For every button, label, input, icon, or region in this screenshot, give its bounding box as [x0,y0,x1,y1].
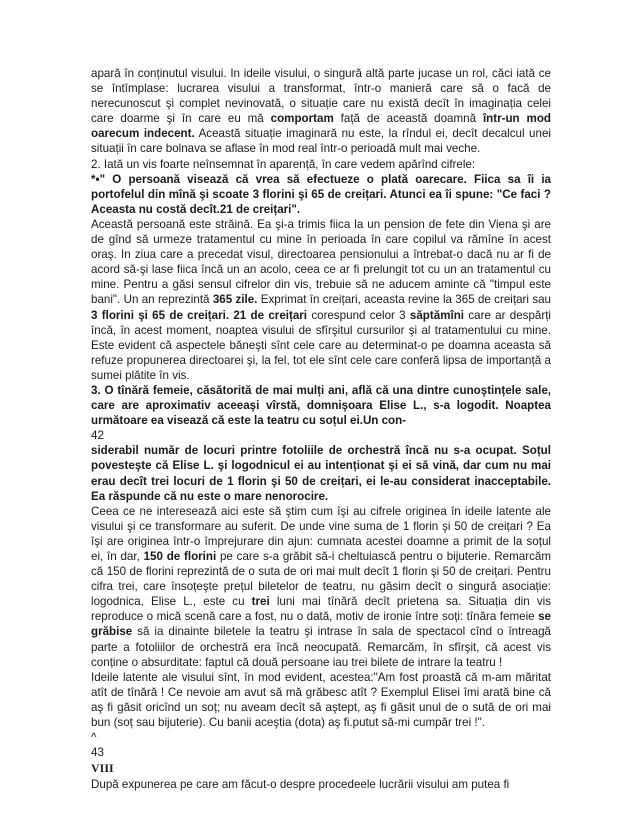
text-run: pe care s-a grăbit să-i cheltuiască pentru o bijuterie. Remarcăm că 150 de florini reprezintă de o suta de ori mai mult decît 1 florin şi 50 de creițari. Pentru cifra trei, care însoțeşte prețul biletelor de teatru, nu găsim decît o singură asociație: logodnica, Elise L., este cu [91,550,551,609]
bold-text-run: comportam [270,112,334,126]
section-heading: VIII [91,761,114,776]
text-run: Ceea ce ne interesează aici este să ştim cum îşi au cifrele originea în ideile latente ale visului şi ce transformare au suferit. De unde vine suma de 1 florin şi 50 de creițari ? Ea îşi are originea într-o împrejurare din ajun: cumnata acestei doamne a primit de la soțul ei, în dar, [91,504,551,563]
paragraph-dream-2-text [91,172,551,217]
paragraph-dream-context [91,66,551,157]
bold-text-run: săptămîni [409,308,465,322]
text-run: Exprimat în creițari, aceasta revine la 365 de creițari sau [257,293,551,307]
text-run: corespund celor 3 [307,308,410,322]
bold-text-run: siderabil număr de locuri printre fotoliile de orchestră încă nu s-a ocupat. Soțul povesteşte că Elise L. şi logodnicul ei au intenționat şi ei să vină, dar cum nu mai erau decît trei locuri de 1 florin şi 50 de creițari, ei le-au considerat inacceptabile. Ea răspunde că nu este o mare nenorocire. [91,444,551,503]
bold-text-run: *•" O persoană visează că vrea să efectueze o plată oarecare. Fiica sa îi ia portofelul din mînă şi scoate 3 florini şi 65 de creițari. Atunci ea îi spune: "Ce faci ? Aceasta nu costă decît.21 de creițari". [91,172,551,216]
paragraph-dream-3-analysis [91,504,551,670]
text-run: să ia dinainte biletele la teatru şi intrase în sala de spectacol cînd o întreagă parte a fotoliilor de orchestră era încă neocupată. Remarcăm, în sfîrşit, că acest vis conține o absurditate: faptul că două persoane iau trei bilete de intrare la teatru ! [91,625,551,669]
paragraph-latent-ideas [91,670,551,730]
text-run: apară în conținutul visului. In ideile visului, o singură altă parte jucase un rol, căci iată ce se întîmplase: lucrarea visului a transformat, într-o manieră care să o facă de nerecunoscut şi complet nevinovată, o situație care nu există decît în imaginația celei care doarme şi în care eu mă [91,67,551,126]
text-run: Ideile latente ale visului sînt, în mod evident, acestea:"Am fost proastă că m-am măritat atît de tînără ! Ce nevoie am avut să mă grăbesc atît ? Exemplul Elisei îmi arată bine că aş fi găsit oricînd un soț; nu aveam decît să aştept, aş fi găsit unul de o sută de ori mai bun (soț sau bijuterie). Cu banii aceştia (dota) aş fi.putut să-mi cumpăr trei !". [91,670,551,730]
bold-text-run: 3. O tînără femeie, căsătorită de mai mulți ani, află că una dintre cunoştințele sale, care are aproximativ aceeaşi vîrstă, domnişoara Elise L., s-a logodit. Noaptea următoare ea visează că este la teatru cu soțul ei.Un con- [91,383,551,428]
page-number: 43 [91,746,104,760]
text-run: Această persoană este străină. Ea şi-a trimis fiica la un pension de fete din Viena şi are de gînd să urmeze tratamentul cu mine în perioada în care copilul va rămîne în acest oraş. In ziua care a precedat visul, directoarea pensionului a întrebat-o dacă nu ar fi de acord să-şi lase fiica încă un an acolo, ceea ce ar fi prelungit tot cu un an tratamentul cu mine. Pentru a găsi sensul cifrelor din vis, trebuie să ne aducem aminte că "timpul este bani". Un an reprezintă [91,217,551,307]
text-run: După expunerea pe care am făcut-o despre procedeele lucrării visului am putea fi [91,778,510,792]
text-run: luni mai tînără decît prietena sa. Situația din vis reproduce o mică scenă care a fost, nu o dată, motiv de ironie între soți: tînăra femeie [91,595,551,624]
bold-text-run: într-un mod oarecum indecent. [91,112,551,141]
text-run: față de această doamnă [333,112,483,126]
caret-mark: ^ [91,731,97,745]
bold-text-run: 150 de florini [143,550,217,563]
text-run: Această situație imaginară nu este, la rîndul ei, decît decalcul unei situații în care bolnava se aflase în mod real într-o perioadă mult mai veche. [91,127,551,156]
bold-text-run: trei [251,595,270,609]
bold-text-run: 365 zile. [212,293,258,307]
document-page [91,66,551,792]
paragraph-section-start [91,777,551,792]
bold-text-run: 3 florini şi 65 de creițari. 21 de creițari [91,308,308,322]
page-number: 42 [91,429,104,443]
paragraph-example-3-intro [91,383,551,428]
bold-text-run: se grăbise [91,610,551,639]
text-run: care ar despărți încă, în acest moment, noaptea visului de sfîrşitul cursurilor şi al tratamentului cu mine. Este evident că aspectele băneşti sînt cele care au determinat-o pe doamna aceasta să refuze propunerea directoarei şi, la fel, tot ele sînt cele care conferă lipsa de importanță a sumei plătite în vis. [91,308,551,382]
paragraph-example-2-intro [91,157,551,172]
text-run: 2. Iată un vis foarte neînsemnat în aparență, în care vedem apărînd cifrele: [91,157,476,171]
paragraph-dream-2-analysis [91,217,551,383]
paragraph-dream-3-text [91,443,551,503]
